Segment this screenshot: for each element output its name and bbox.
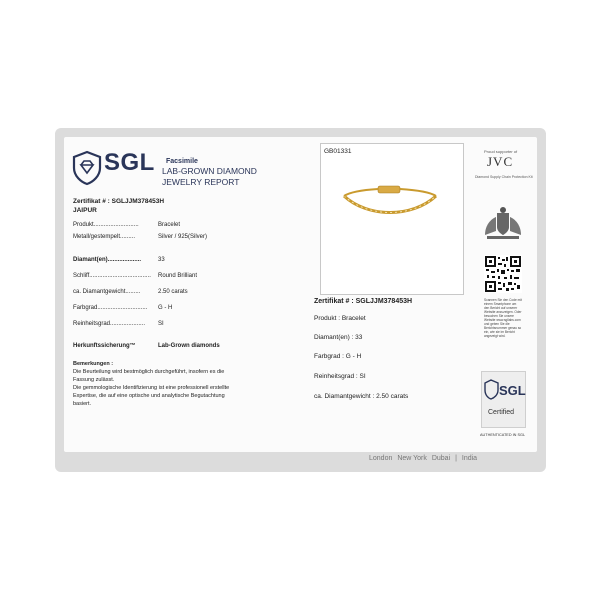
facsimile-label: Facsimile <box>166 158 198 165</box>
jvc-sub-text: Diamond Supply Chain Protection Kit <box>475 175 533 179</box>
row-produkt-key: Produkt........................... <box>73 222 139 228</box>
report-title <box>162 166 257 188</box>
svg-text:SGL: SGL <box>499 383 526 398</box>
mid-row: Reinheitsgrad : SI <box>314 373 366 380</box>
certified-label: Certified <box>488 409 515 416</box>
cert-number-value: SGLJJM378453H <box>111 198 165 205</box>
remarks-line: Die Beurteilung wird bestmöglich durchgeführt, insofern es die <box>73 369 225 375</box>
row-diamant-value: 33 <box>158 257 165 263</box>
report-title-line1: LAB-GROWN DIAMOND <box>162 166 257 176</box>
footer-locations <box>369 455 480 462</box>
row-diamant-key: Diamant(en).................... <box>73 257 142 263</box>
jvc-proud-text: Proud supporter of <box>484 149 518 154</box>
row-schliff-key: Schliff..................................... <box>73 273 151 279</box>
row-gewicht-value: 2.50 carats <box>158 289 188 295</box>
footer-separator: | <box>455 455 457 462</box>
cert-number <box>73 198 164 205</box>
row-farbgrad-value: G - H <box>158 305 173 311</box>
remarks-title: Bemerkungen : <box>73 361 114 367</box>
bracelet-image <box>338 184 442 224</box>
row-gewicht-key: ca. Diamantgewicht......... <box>73 289 141 295</box>
footer-city: India <box>461 455 478 462</box>
row-produkt-value: Bracelet <box>158 222 181 228</box>
mid-row: Diamant(en) : 33 <box>314 334 363 341</box>
row-metall-key: Metall/gestempelt......... <box>73 234 136 240</box>
remarks-line: Fassung zulässt. <box>73 377 115 383</box>
footer-city: London <box>369 455 393 462</box>
origin-value: Lab-Grown diamonds <box>158 343 220 349</box>
authenticated-text: AUTHENTICATED IN SGL <box>480 433 526 437</box>
photo-id: GB01331 <box>324 148 352 155</box>
mid-row: Produkt : Bracelet <box>314 315 366 322</box>
mid-cert-label: Zertifikat # : <box>314 298 354 305</box>
mid-cert-number <box>314 298 412 305</box>
mid-row: Farbgrad : G - H <box>314 353 362 360</box>
qr-instructions: Scannen Sie den Code mit einem Smartphone um den Bericht auf unserer Website anzuzeigen. Oder besuchen Sie unsere Website www.sgllabs.com und geben Sie die Berichtsnummer genau so ein, wie sie im Bericht angezeigt wird. <box>484 298 522 338</box>
remarks-line: Die gemmologische Identifizierung ist eine professionell erstellte <box>73 385 230 391</box>
qr-code-icon[interactable] <box>484 255 522 293</box>
brand-logo-text: SGL <box>104 149 155 176</box>
coat-of-arms-icon <box>481 205 525 241</box>
sgl-shield-icon <box>73 151 101 185</box>
report-title-line2: JEWELRY REPORT <box>162 177 240 187</box>
row-reinheit-value: SI <box>158 321 164 327</box>
jvc-logo: JVC <box>487 154 514 169</box>
row-schliff-value: Round Brilliant <box>158 273 198 279</box>
remarks-line: Expertise, die auf eine optische und analytische Begutachtung <box>73 393 225 399</box>
row-metall-value: Silver / 925(Silver) <box>158 234 208 240</box>
remarks-line: basiert. <box>73 401 92 407</box>
footer-city: New York <box>397 455 427 462</box>
row-farbgrad-key: Farbgrad.............................. <box>73 305 148 311</box>
cert-number-label: Zertifikat # : <box>73 198 110 205</box>
mid-cert-value: SGLJJM378453H <box>355 298 413 305</box>
row-reinheit-key: Reinheitsgrad..................... <box>73 321 146 327</box>
city: JAIPUR <box>73 207 97 214</box>
origin-label: Herkunftssicherung™ <box>73 343 136 349</box>
mid-row: ca. Diamantgewicht : 2.50 carats <box>314 393 409 400</box>
footer-city: Dubai <box>431 455 451 462</box>
certified-sgl-logo <box>485 378 526 406</box>
